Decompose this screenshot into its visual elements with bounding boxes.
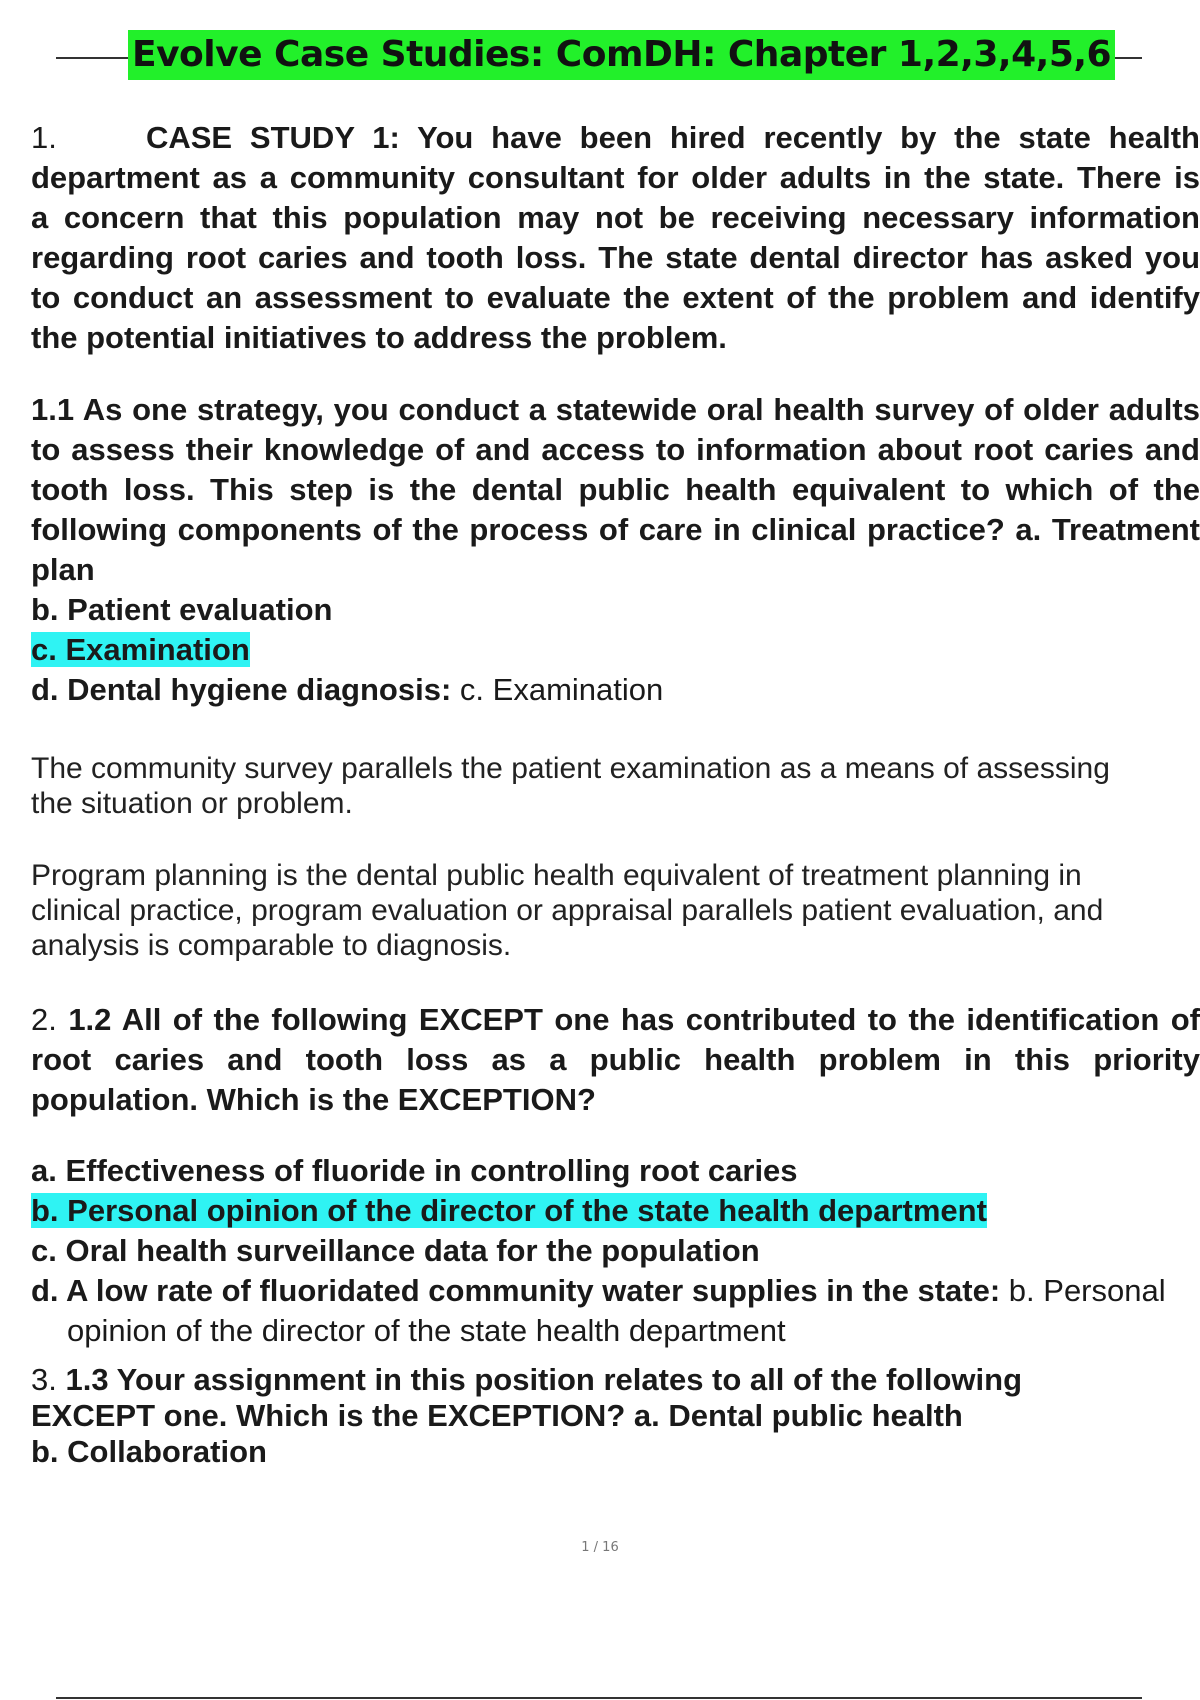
option-d [31, 670, 1200, 710]
explanation-2 [31, 858, 1103, 963]
question-1-3 [31, 1362, 1022, 1470]
question-text: 1.3 Your assignment in this position relates to all of the following [65, 1362, 1023, 1397]
option-d [31, 1271, 1166, 1311]
answer-text: b. Personal [1008, 1273, 1166, 1308]
item-number: 1. [31, 120, 57, 155]
case-study-line [31, 118, 1200, 158]
question-line: to assess their knowledge of and access to information about root caries and [31, 432, 1200, 467]
question-text: 1.2 All of the following EXCEPT one has contributed to the identification of [68, 1002, 1200, 1037]
option-c: c. Oral health surveillance data for the population [31, 1233, 760, 1268]
explanation-line: The community survey parallels the patient examination as a means of assessing [31, 752, 1110, 785]
explanation-line: the situation or problem. [31, 787, 353, 820]
correct-answer-highlight: c. Examination [31, 632, 250, 667]
header [56, 30, 1142, 84]
question-text: EXCEPT one. Which is the [31, 1398, 419, 1433]
case-study-line: department as a community consultant for older adults in the state. There is [31, 160, 1200, 195]
correct-answer-highlight: b. Personal opinion of the director of the state health department [31, 1193, 987, 1228]
question-1-2-options [31, 1151, 1166, 1351]
answer-text-continued: opinion of the director of the state health department [67, 1313, 786, 1348]
question-line: plan [31, 552, 95, 587]
case-study-line: the potential initiatives to address the problem. [31, 320, 727, 355]
option-d-text: d. A low rate of fluoridated community water supplies in the state: [31, 1273, 1001, 1308]
question-line [31, 1398, 1022, 1434]
case-study-1 [31, 118, 1200, 358]
answer-text: c. Examination [459, 672, 664, 707]
page-number: 1 / 16 [581, 1540, 619, 1555]
option-b: b. Patient evaluation [31, 592, 333, 627]
page-title: Evolve Case Studies: ComDH: Chapter 1,2,3,4,5,6 [128, 30, 1115, 80]
option-b: b. Collaboration [31, 1434, 267, 1469]
explanation-1 [31, 751, 1110, 821]
question-line: population. Which is the EXCEPTION? [31, 1082, 596, 1117]
item-number: 3. [31, 1362, 57, 1397]
explanation-line: Program planning is the dental public health equivalent of treatment planning in [31, 859, 1082, 892]
option-a: a. Effectiveness of fluoride in controlling root caries [31, 1153, 798, 1188]
case-study-text: CASE STUDY 1: You have been hired recently by the state health [145, 120, 1200, 155]
explanation-line: analysis is comparable to diagnosis. [31, 929, 512, 962]
question-line: tooth loss. This step is the dental public health equivalent to which of the [31, 472, 1200, 507]
option-d-text: d. Dental hygiene diagnosis: [31, 672, 452, 707]
case-study-line: regarding root caries and tooth loss. The state dental director has asked you [31, 240, 1200, 275]
explanation-line: clinical practice, program evaluation or appraisal parallels patient evaluation, and [31, 894, 1104, 927]
case-study-line: a concern that this population may not be receiving necessary information [31, 200, 1200, 235]
bottom-rule [56, 1697, 1142, 1699]
question-1-2 [31, 1000, 1200, 1120]
question-line: 1.1 As one strategy, you conduct a statewide oral health survey of older adults [31, 392, 1200, 427]
item-number: 2. [31, 1002, 57, 1037]
case-study-line: to conduct an assessment to evaluate the extent of the problem and identify [31, 280, 1200, 315]
question-line: root caries and tooth loss as a public health problem in this priority [31, 1042, 1200, 1077]
question-line [31, 1362, 1022, 1398]
question-line [31, 1000, 1200, 1040]
option-c-correct [31, 630, 1200, 670]
question-1-1 [31, 390, 1200, 710]
question-line: following components of the process of care in clinical practice? a. Treatment [31, 512, 1200, 547]
question-text: EXCEPTION? a. Dental public health [427, 1398, 963, 1433]
option-b-correct [31, 1191, 1166, 1231]
